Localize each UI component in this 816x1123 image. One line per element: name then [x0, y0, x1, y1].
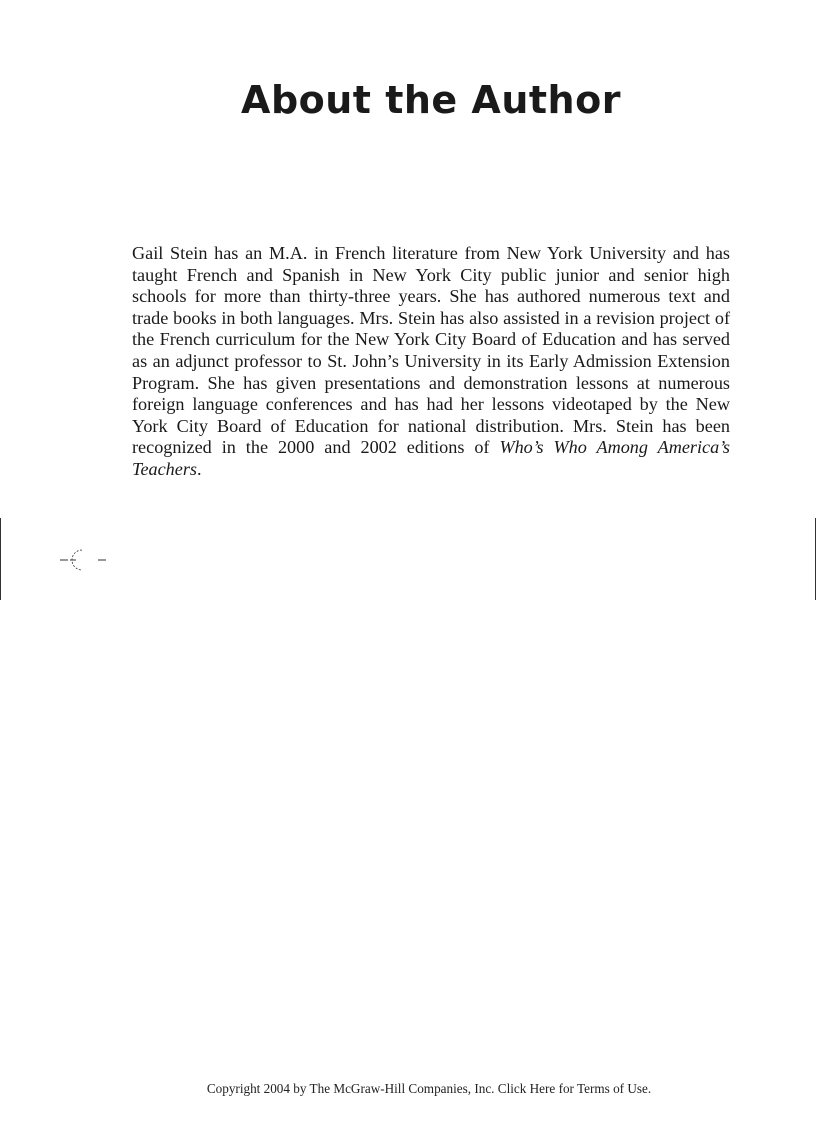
page-title: About the Author: [241, 78, 621, 122]
author-bio: [132, 243, 730, 481]
copyright-text: Copyright 2004 by The McGraw-Hill Companies, Inc.: [206, 1081, 498, 1096]
registration-mark-icon: [60, 544, 112, 576]
bio-italic-title: Who’s Who Among America’s Teachers: [132, 437, 730, 479]
crop-mark-left: [0, 518, 1, 600]
copyright-footer: [0, 1081, 816, 1097]
terms-of-use-link[interactable]: Click Here for Terms of Use.: [497, 1081, 652, 1096]
bio-text: Gail Stein has an M.A. in French literature from New York University and has taught French and Spanish in New York City public junior and senior high schools for more than thirty-three years. She has authored numerous text and trade books in both languages. Mrs. Stein has also assisted in a revision project of the French curriculum for the New York City Board of Education and has served as an adjunct professor to St. John’s University in its Early Admission Extension Program. She has given presentations and demonstration lessons at numerous foreign language conferences and has had her lessons videotaped by the New York City Board of Education for national distribution. Mrs. Stein has been recognized in the 2000 and 2002 editions of: [132, 243, 730, 458]
bio-end: .: [197, 458, 202, 479]
